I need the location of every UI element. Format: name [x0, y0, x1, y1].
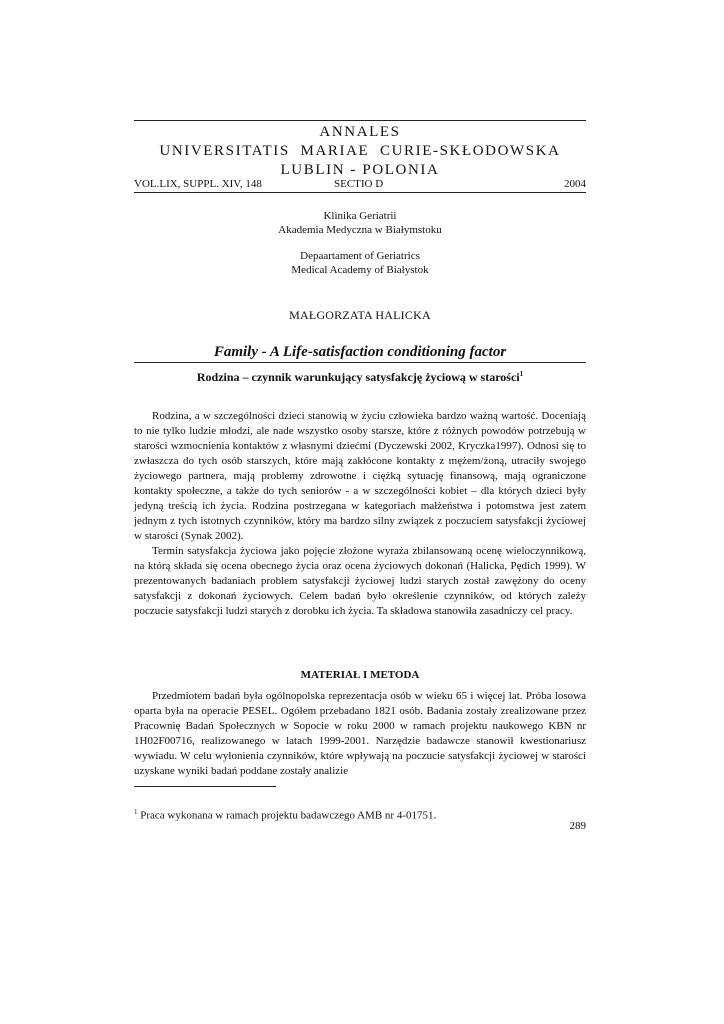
year-info: 2004 — [564, 178, 586, 190]
section-info: SECTIO D — [334, 178, 384, 190]
header-top-rule — [134, 120, 586, 121]
paragraph: Termin satysfakcja życiowa jako pojęcie złożone wyraża zbilansowaną ocenę wieloczynnikową, na którą składa się ocena obecnego życia oraz ocena życiowych dokonań (Halicka, Pędich 1999). W prezentowanych badaniach problem satysfakcji życiowej ludzi starych został zawężony do oceny satysfakcji z dokonań życiowych. Celem badań było określenie czynników, od których zależy poczucie satysfakcji ludzi starych z dorobku ich życia. Ta składowa stanowiła zasadniczy cel pracy. — [134, 545, 586, 617]
volume-info: VOL.LIX, SUPPL. XIV, 148 — [134, 178, 262, 190]
journal-name — [134, 123, 586, 180]
section-heading: MATERIAŁ I METODA — [300, 669, 420, 681]
footnote-marker[interactable]: 1 — [519, 370, 524, 378]
page-number: 289 — [569, 820, 586, 832]
affiliation-line: Akademia Medyczna w Białymstoku — [278, 224, 442, 236]
affiliation-line: Depaartament of Geriatrics — [300, 250, 420, 262]
footnote-text: Praca wykonana w ramach projektu badawczego AMB nr 4-01751. — [137, 809, 437, 822]
footnote-number: 1 — [134, 808, 138, 816]
article-page — [134, 0, 586, 1024]
title-rule — [134, 362, 586, 363]
paragraph: Rodzina, a w szczególności dzieci stanowią w życiu człowieka bardzo ważną wartość. Doceniają to nie tylko ludzie młodzi, ale nade wszystko osoby starsze, które z różnych powodów potrzebują w starości wzmocnienia kontaktów z własnymi dziećmi (Dyczewski 2002, Kryczka1997). Odnosi się to zwłaszcza do tych osób starszych, które mają zakłócone kontakty z mężem/żoną, utraciły swojego życiowego partnera, mają problemy zdrowotne i ciężką sytuację finansową, mają ograniczone kontakty społeczne, a także do tych seniorów - a w szczególności kobiet – dla których dzieci były jedyną treścią ich życia. Rodzina postrzegana w kategoriach małżeństwa i potomstwa jest zatem jednym z tych istotnych czynników, który ma bardzo silny związek z poczuciem satysfakcji życiowej w starości (Synak 2002). — [134, 410, 586, 542]
method-text — [134, 689, 586, 779]
footnote-rule — [134, 786, 276, 787]
footnote — [134, 805, 586, 823]
journal-name-line: UNIVERSITATIS MARIAE CURIE-SKŁODOWSKA — [159, 143, 561, 159]
affiliation-english — [134, 249, 586, 277]
article-title-polish — [134, 367, 586, 385]
affiliation-polish — [134, 209, 586, 237]
article-title-polish-text: Rodzina – czynnik warunkujący satysfakcję życiową w starości — [196, 370, 520, 384]
affiliation-line: Klinika Geriatrii — [323, 210, 397, 222]
affiliation-line: Medical Academy of Białystok — [291, 264, 429, 276]
introduction-text — [134, 409, 586, 619]
journal-name-line: ANNALES — [319, 124, 401, 140]
paragraph: Przedmiotem badań była ogólnopolska reprezentacja osób w wieku 65 i więcej lat. Próba losowa oparta była na operacie PESEL. Ogółem przebadano 1821 osób. Badania zostały zrealizowane przez Pracownię Badań Społecznych w Sopocie w roku 2000 w ramach projektu naukowego KBN nr 1H02F00716, realizowanego w latach 1999-2001. Narzędzie badawcze stanowił kwestionariusz wywiadu. W celu wyłonienia czynników, które wpływają na poczucie satysfakcji życiowej w starości uzyskane wyniki badań poddane zostały analizie — [134, 690, 586, 777]
journal-name-line: LUBLIN - POLONIA — [280, 162, 440, 178]
author-name: MAŁGORZATA HALICKA — [289, 308, 431, 322]
issue-info-line — [134, 178, 586, 193]
article-title-english: Family - A Life-satisfaction conditioning factor — [213, 344, 507, 360]
